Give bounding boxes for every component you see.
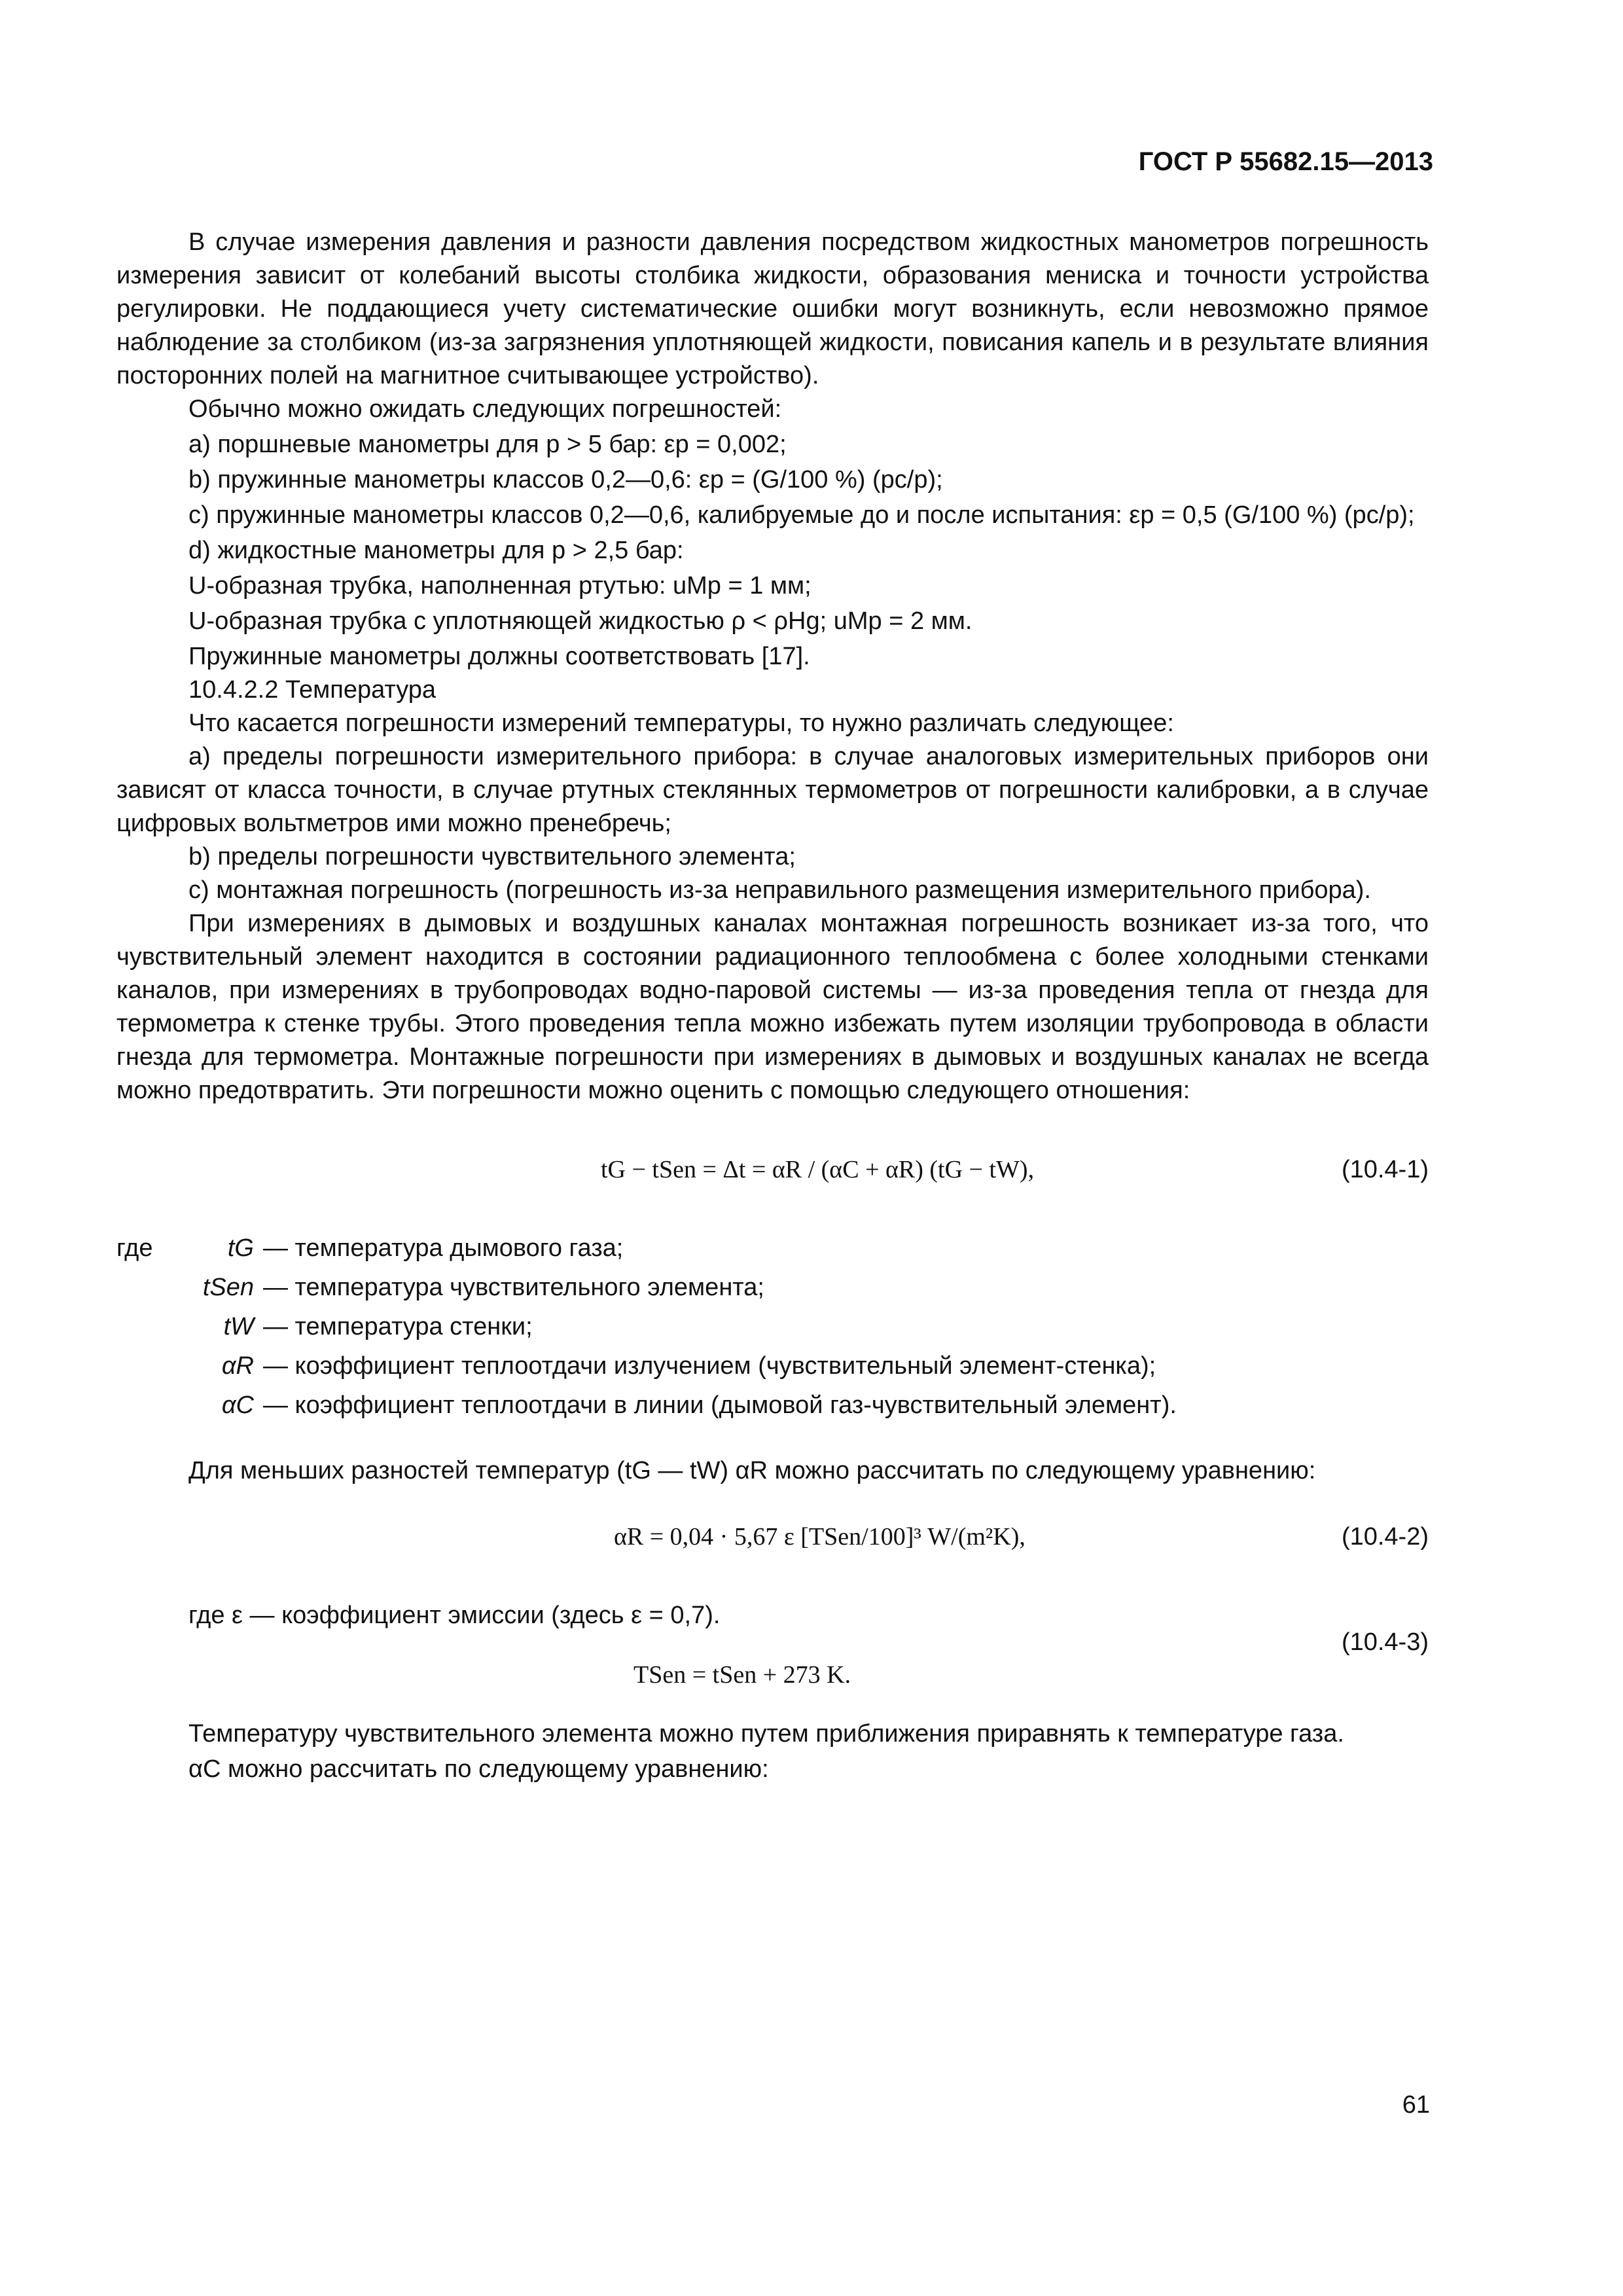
where-description: — коэффициент теплоотдачи в линии (дымовой газ-чувствительный элемент). — [263, 1391, 1177, 1419]
paragraph: a) поршневые манометры для p > 5 бар: εp = 0,002; — [188, 431, 787, 458]
paragraph: b) пружинные манометры классов 0,2—0,6: εp = (G/100 %) (pc/p); — [188, 466, 943, 493]
equation-number: (10.4-2) — [1341, 1523, 1429, 1551]
formula-expression: tG − tSen = Δt = αR / (αC + αR) (tG − tW), — [601, 1156, 1035, 1183]
document-id: ГОСТ Р 55682.15—2013 — [1138, 147, 1433, 176]
where-description: — температура дымового газа; — [263, 1234, 624, 1262]
where-item — [116, 1389, 1429, 1428]
where-symbol: tW — [223, 1313, 254, 1340]
where-item — [116, 1232, 1429, 1271]
formula-10-4-1 — [116, 1134, 1429, 1212]
paragraph: a) пределы погрешности измерительного прибора: в случае аналоговых измерительных приборов они зависят от класса точности, в случае ртутных стеклянных термометров от погрешности калибровки, а в случае цифровых вольтметров ими можно пренебречь; — [116, 743, 1429, 837]
paragraph: d) жидкостные манометры для p > 2,5 бар: — [188, 537, 684, 564]
where-description: — температура чувствительного элемента; — [263, 1274, 764, 1301]
paragraph: где ε — коэффициент эмиссии (здесь ε = 0,7). — [188, 1602, 721, 1629]
where-list — [116, 1232, 1429, 1428]
paragraph: U-образная трубка, наполненная ртутью: uMp = 1 мм; — [188, 572, 812, 600]
where-description: — коэффициент теплоотдачи излучением (чувствительный элемент-стенка); — [263, 1352, 1156, 1380]
where-symbol: tG — [227, 1234, 254, 1262]
paragraph: Пружинные манометры должны соответствовать [17]. — [188, 643, 810, 670]
paragraph: αC можно рассчитать по следующему уравнению: — [188, 1755, 769, 1783]
page-number: 61 — [1402, 2091, 1430, 2119]
formula-10-4-3 — [116, 1628, 1429, 1691]
where-symbol: αR — [221, 1352, 254, 1380]
equation-number: (10.4-3) — [1341, 1628, 1429, 1656]
paragraph: Для меньших разностей температур (tG — tW) αR можно рассчитать по следующему уравнению: — [188, 1457, 1316, 1484]
formula-expression: TSen = tSen + 273 K. — [633, 1661, 851, 1689]
paragraph: c) монтажная погрешность (погрешность из-за неправильного размещения измерительного прибора). — [188, 876, 1371, 904]
paragraph: c) пружинные манометры классов 0,2—0,6, калибруемые до и после испытания: εp = 0,5 (G/100 %) (pc/p); — [188, 501, 1415, 529]
paragraph: При измерениях в дымовых и воздушных каналах монтажная погрешность возникает из-за того, что чувствительный элемент находится в состоянии радиационного теплообмена с более холодными стенками каналов, при измерениях в трубопроводах водно-паровой системы — из-за проведения тепла от гнезда для термометра к стенке трубы. Этого проведения тепла можно избежать путем изоляции трубопровода в области гнезда для термометра. Монтажные погрешности при измерениях в дымовых и воздушных каналах не всегда можно предотвратить. Эти погрешности можно оценить с помощью следующего отношения: — [116, 910, 1429, 1104]
paragraph: Обычно можно ожидать следующих погрешностей: — [188, 395, 782, 423]
where-symbol: tSen — [202, 1274, 254, 1301]
formula-expression: αR = 0,04 · 5,67 ε [TSen/100]³ W/(m²K), — [614, 1523, 1026, 1551]
paragraph: Что касается погрешности измерений температуры, то нужно различать следующее: — [188, 709, 1174, 737]
equation-number: (10.4-1) — [1341, 1156, 1429, 1183]
where-item — [116, 1310, 1429, 1350]
where-description: — температура стенки; — [263, 1313, 533, 1340]
paragraph: U-образная трубка с уплотняющей жидкостью ρ < ρHg; uMp = 2 мм. — [188, 607, 972, 635]
where-symbol: αC — [221, 1391, 254, 1419]
where-item — [116, 1271, 1429, 1310]
paragraph: В случае измерения давления и разности давления посредством жидкостных манометров погрешность измерения зависит от колебаний высоты столбика жидкости, образования мениска и точности устройства регулировки. Не поддающиеся учету систематические ошибки могут возникнуть, если невозможно прямое наблюдение за столбиком (из-за загрязнения уплотняющей жидкости, повисания капель и в результате влияния посторонних полей на магнитное считывающее устройство). — [116, 228, 1429, 389]
where-item — [116, 1350, 1429, 1389]
section-heading: 10.4.2.2 Температура — [188, 676, 437, 704]
paragraph: b) пределы погрешности чувствительного элемента; — [188, 843, 796, 870]
formula-10-4-2 — [116, 1501, 1429, 1579]
paragraph: Температуру чувствительного элемента можно путем приближения приравнять к температуре газа. — [188, 1720, 1344, 1748]
body-text — [116, 226, 1429, 1786]
where-lead: где — [116, 1234, 153, 1262]
